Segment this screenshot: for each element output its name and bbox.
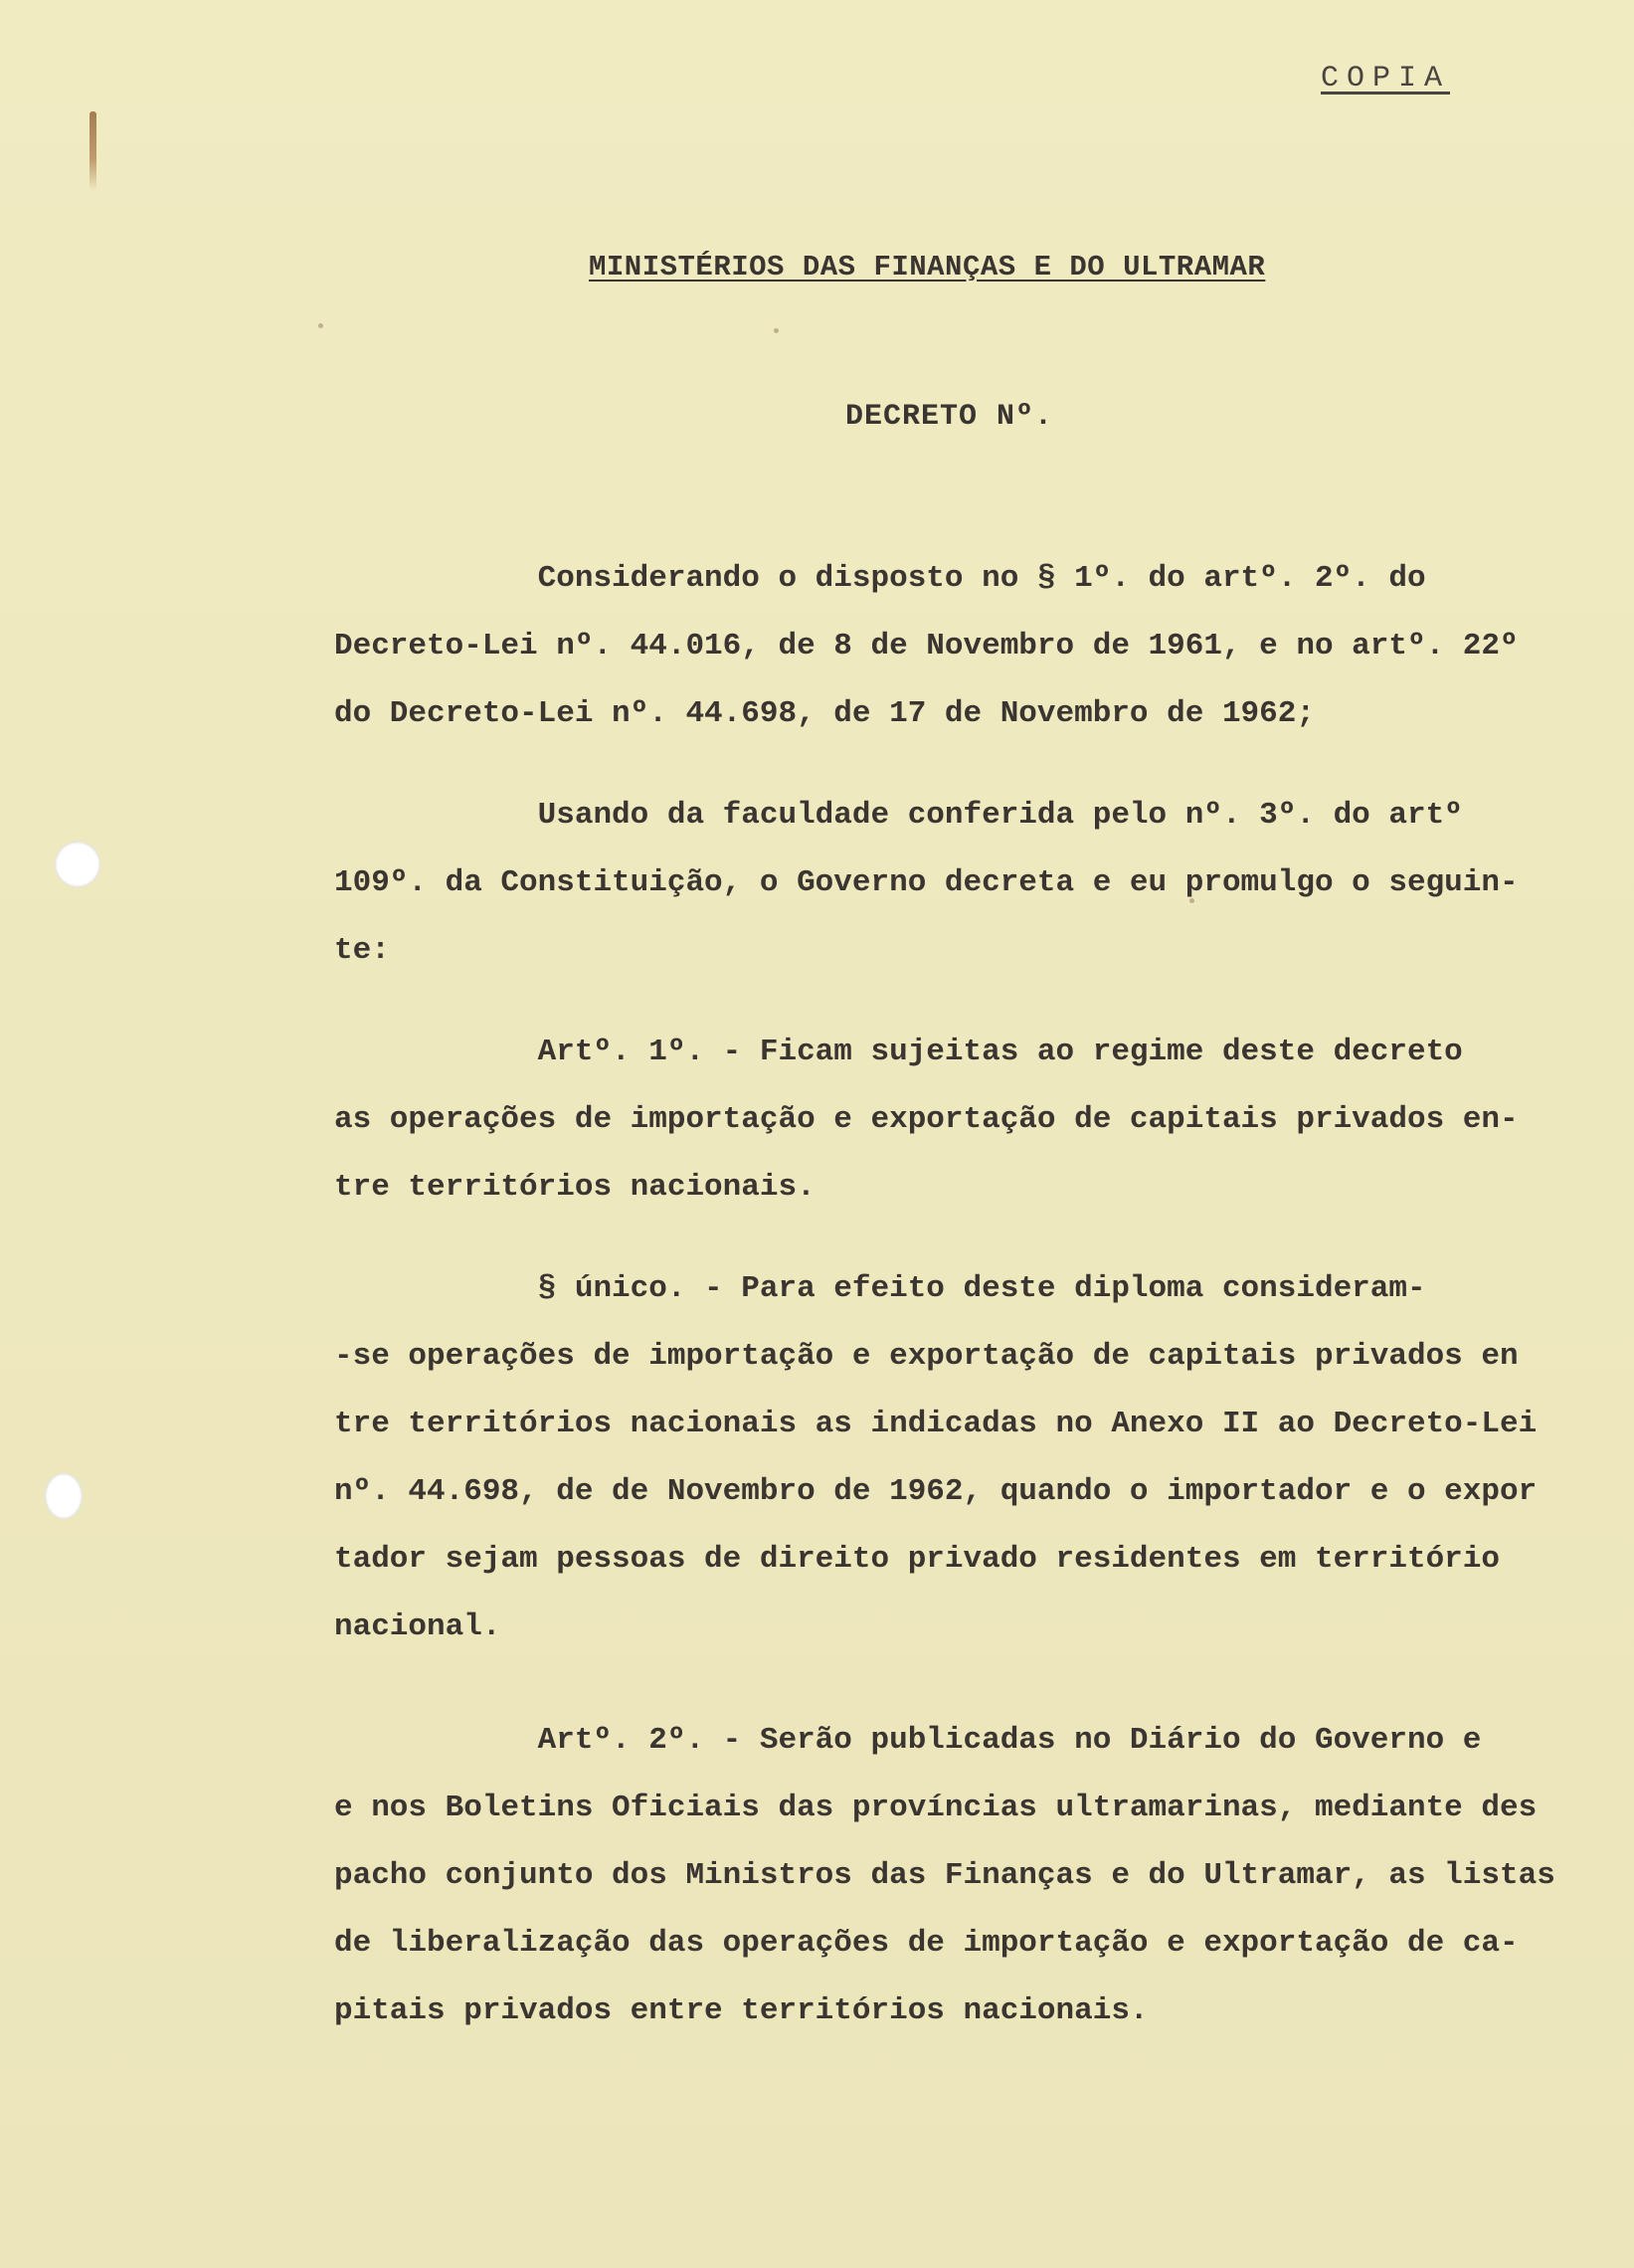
paragraph-line: tre territórios nacionais as indicadas no Anexo II ao Decreto-Lei [334, 1407, 1538, 1441]
paragraph-line: pitais privados entre territórios nacionais. [334, 1993, 1149, 2028]
paragraph-line: de liberalização das operações de importação e exportação de ca- [334, 1926, 1519, 1961]
paragraph-line: do Decreto-Lei nº. 44.698, de 17 de Novembro de 1962; [334, 696, 1315, 731]
paragraph-article-1 [334, 1019, 1627, 1222]
paper-speck [318, 323, 323, 328]
decree-title: DECRETO Nº. [845, 400, 1054, 434]
paragraph-line: -se operações de importação e exportação de capitais privados en [334, 1339, 1519, 1374]
paragraph-line: 109º. da Constituição, o Governo decreta e eu promulgo o seguin- [334, 865, 1519, 900]
punch-hole-top [55, 842, 100, 887]
punch-hole-bottom [45, 1473, 83, 1519]
paragraph-line: Artº. 1º. - Ficam sujeitas ao regime deste decreto [334, 1035, 1463, 1069]
paragraph-considerando [334, 545, 1627, 748]
paragraph-line: Usando da faculdade conferida pelo nº. 3º. do artº [334, 798, 1463, 833]
paragraph-unico [334, 1255, 1627, 1661]
paragraph-line: Artº. 2º. - Serão publicadas no Diário do Governo e [334, 1723, 1482, 1758]
paragraph-line: tre territórios nacionais. [334, 1170, 816, 1205]
paragraph-line: Considerando o disposto no § 1º. do artº. 2º. do [334, 561, 1426, 596]
paragraph-line: § único. - Para efeito deste diploma consideram- [334, 1271, 1426, 1306]
paragraph-line: nº. 44.698, de de Novembro de 1962, quando o importador e o expor [334, 1474, 1538, 1509]
paper-speck [774, 328, 779, 333]
paragraph-usando [334, 782, 1627, 985]
paragraph-article-2 [334, 1707, 1627, 2045]
copy-mark: COPIA [1321, 62, 1451, 95]
paragraph-line: te: [334, 933, 390, 968]
rust-stain [90, 111, 96, 191]
paragraph-line: Decreto-Lei nº. 44.016, de 8 de Novembro de 1961, e no artº. 22º [334, 629, 1519, 663]
ministry-title: MINISTÉRIOS DAS FINANÇAS E DO ULTRAMAR [589, 251, 1266, 284]
paragraph-line: tador sejam pessoas de direito privado residentes em território [334, 1542, 1500, 1577]
paragraph-line: as operações de importação e exportação de capitais privados en- [334, 1102, 1519, 1137]
paragraph-line: pacho conjunto dos Ministros das Finanças e do Ultramar, as listas [334, 1858, 1555, 1893]
paragraph-line: nacional. [334, 1609, 501, 1644]
paragraph-line: e nos Boletins Oficiais das províncias ultramarinas, mediante des [334, 1791, 1538, 1825]
